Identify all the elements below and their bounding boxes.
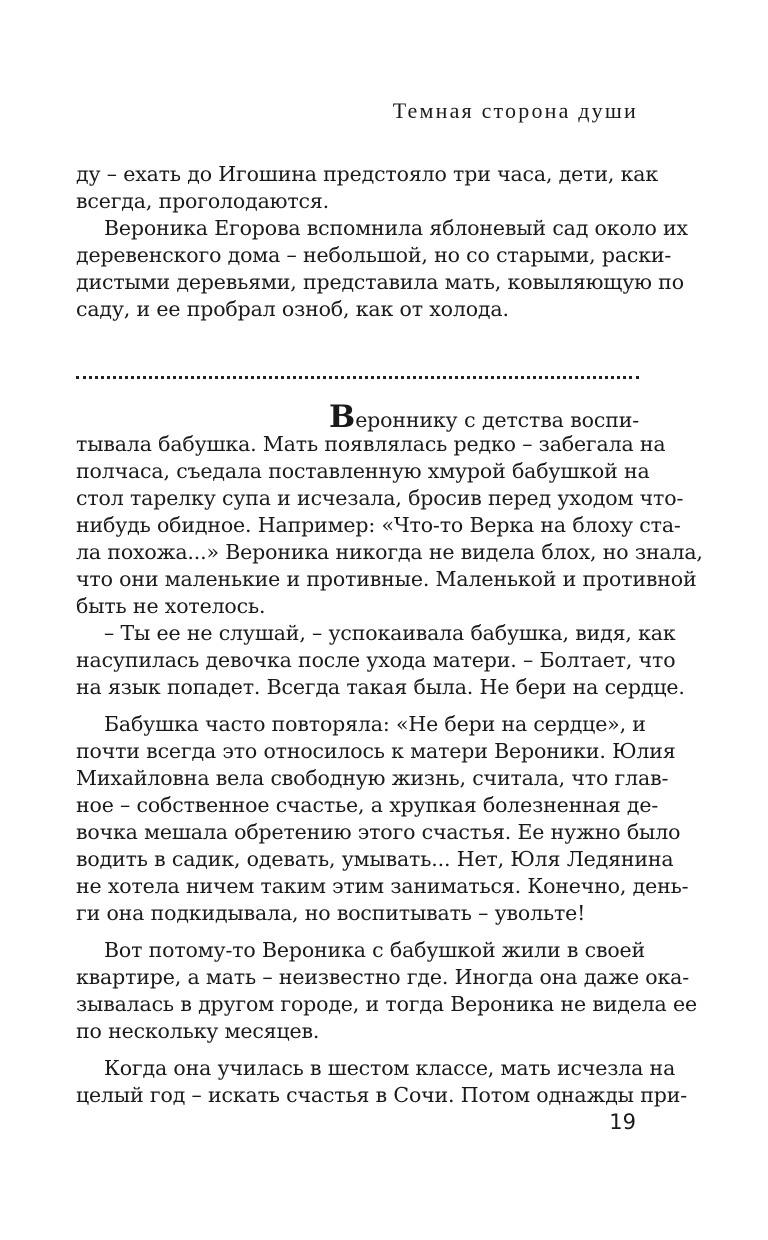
- text-line: по нескольку месяцев.: [76, 1019, 320, 1043]
- text-line: стол тарелку супа и исчезала, бросив перед уходом что-: [76, 486, 684, 510]
- text-line: ное – собственное счастье, а хрупкая болезненная де-: [76, 793, 659, 817]
- text-line: ду – ехать до Игошина предстояло три часа, дети, как: [76, 162, 658, 186]
- text-line: тывала бабушка. Мать появлялась редко – забегала на: [76, 432, 666, 456]
- text-line-rest: ероннику с детства воспи-: [355, 408, 639, 432]
- text-line: ла похожа...» Вероника никогда не видела блох, но знала,: [76, 540, 703, 564]
- text-line: Михайловна вела свободную жизнь, считала, что глав-: [76, 766, 669, 790]
- text-line: целый год – искать счастья в Сочи. Потом однажды при-: [76, 1083, 687, 1107]
- running-title: Темная сторона души: [392, 98, 638, 123]
- text-line: саду, и ее пробрал озноб, как от холода.: [76, 297, 509, 321]
- text-line: [76, 399, 639, 435]
- text-line: вочка мешала обретению этого счастья. Ее нужно было: [76, 820, 681, 844]
- text-line: Когда она училась в шестом классе, мать исчезла на: [104, 1056, 676, 1080]
- text-line: квартире, а мать – неизвестно где. Иногда она даже ока-: [76, 965, 689, 989]
- text-line: деревенского дома – небольшой, но со старыми, раски-: [76, 243, 672, 267]
- text-block-2: [76, 399, 703, 1109]
- page-number: 19: [609, 1110, 636, 1134]
- text-line: не хотела ничем таким этим заниматься. Конечно, день-: [76, 874, 689, 898]
- drop-cap: В: [329, 399, 356, 435]
- text-line: насупилась девочка после ухода матери. – Болтает, что: [76, 648, 676, 672]
- text-line: зывалась в другом городе, и тогда Вероника не видела ее: [76, 992, 697, 1016]
- text-line: что они маленькие и противные. Маленькой и противной: [76, 567, 697, 591]
- text-line: полчаса, съедала поставленную хмурой бабушкой на: [76, 459, 650, 483]
- text-line: – Ты ее не слушай, – успокаивала бабушка, видя, как: [104, 621, 676, 645]
- text-line: быть не хотелось.: [76, 594, 266, 618]
- text-line: всегда, проголодаются.: [76, 189, 330, 213]
- text-line: нибудь обидное. Например: «Что-то Верка на блоху ста-: [76, 513, 681, 537]
- text-line: на язык попадет. Всегда такая была. Не бери на сердце.: [76, 675, 685, 699]
- text-line: почти всегда это относилось к матери Вероники. Юлия: [76, 739, 676, 763]
- text-line: Вероника Егорова вспомнила яблоневый сад около их: [104, 216, 688, 240]
- text-line: ги она подкидывала, но воспитывать – увольте!: [76, 901, 586, 925]
- text-line: дистыми деревьями, представила мать, ковыляющую по: [76, 270, 684, 294]
- section-divider: [76, 376, 639, 379]
- text-line: водить в садик, одевать, умывать... Нет, Юля Ледянина: [76, 847, 674, 871]
- text-line: Бабушка часто повторяла: «Не бери на сердце», и: [104, 712, 646, 736]
- text-line: Вот потому-то Вероника с бабушкой жили в своей: [104, 938, 646, 962]
- text-block-1: [76, 161, 688, 323]
